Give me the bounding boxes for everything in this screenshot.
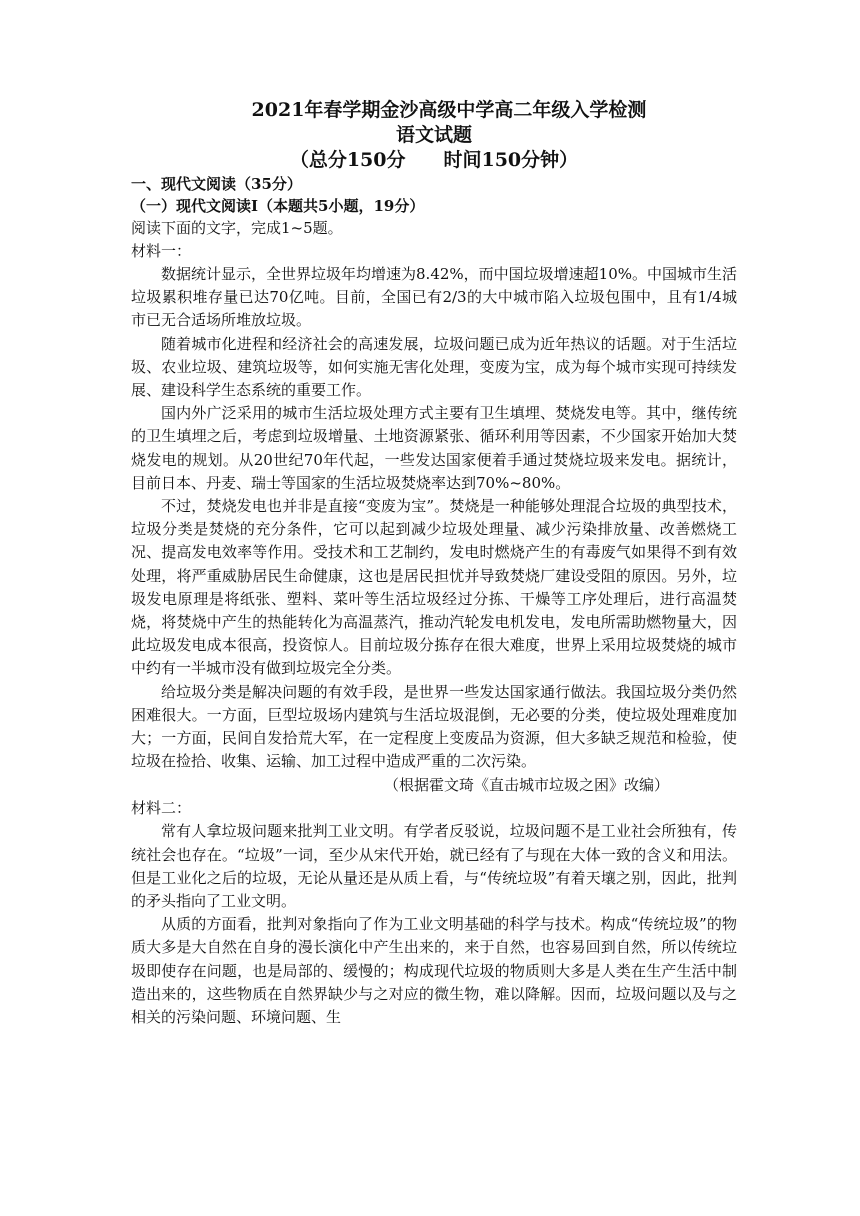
material1-paragraph: 给垃圾分类是解决问题的有效手段，是世界一些发达国家通行做法。我国垃圾分类仍然困难很大。一方面，巨型垃圾场内建筑与生活垃圾混倒，无必要的分类，使垃圾处理难度加大；一方面，民间自发拾荒大军，在一定程度上变废品为资源，但大多缺乏规范和检验，使垃圾在捡拾、收集、运输、加工过程中造成严重的二次污染。 <box>131 682 737 771</box>
subsection-heading: （一）现代文阅读Ⅰ（本题共5小题，19分） <box>131 197 425 215</box>
material1-source: （根据霍文琦《直击城市垃圾之困》改编） <box>383 776 669 795</box>
section-heading: 一、现代文阅读（35分） <box>131 175 302 193</box>
material1-paragraph: 国内外广泛采用的城市生活垃圾处理方式主要有卫生填埋、焚烧发电等。其中，继传统的卫生填埋之后，考虑到垃圾增量、土地资源紧张、循环利用等因素，不少国家开始加大焚烧发电的规划。从20世纪70年代起，一些发达国家便着手通过焚烧垃圾来发电。据统计，目前日本、丹麦、瑞士等国家的生活垃圾焚烧率达到70%~80%。 <box>131 404 737 492</box>
exam-title: 2021年春学期金沙高级中学高二年级入学检测 <box>251 99 647 121</box>
material2-paragraph: 从质的方面看，批判对象指向了作为工业文明基础的科学与技术。构成“传统垃圾”的物质大多是大自然在自身的漫长演化中产生出来的，来于自然，也容易回到自然，所以传统垃圾即使存在问题，也是局部的、缓慢的；构成现代垃圾的物质则大多是人类在生产生活中制造出来的，这些物质在自然界缺少与之对应的微生物，难以降解。因而，垃圾问题以及与之相关的污染问题、环境问题、生 <box>131 915 737 1027</box>
material2-label: 材料二： <box>131 799 192 818</box>
material1-label: 材料一： <box>131 242 192 260</box>
exam-score-time: （总分150分 时间150分钟） <box>289 149 579 171</box>
instruction-text: 阅读下面的文字，完成1~5题。 <box>131 219 343 237</box>
material1-paragraph: 数据统计显示，全世界垃圾年均增速为8.42%，而中国垃圾增速超10%。中国城市生活垃圾累积堆存量已达70亿吨。目前，全国已有2/3的大中城市陷入垃圾包围中，且有1/4城市已无合适场所堆放垃圾。 <box>131 265 737 330</box>
material1-paragraph: 随着城市化进程和经济社会的高速发展，垃圾问题已成为近年热议的话题。对于生活垃圾、农业垃圾、建筑垃圾等，如何实施无害化处理，变废为宝，成为每个城市实现可持续发展、建设科学生态系统的重要工作。 <box>131 334 737 400</box>
material1-paragraph: 不过，焚烧发电也并非是直接“变废为宝”。焚烧是一种能够处理混合垃圾的典型技术，垃圾分类是焚烧的充分条件，它可以起到减少垃圾处理量、减少污染排放量、改善燃烧工况、提高发电效率等作用。受技术和工艺制约，发电时燃烧产生的有毒废气如果得不到有效处理，将严重威胁居民生命健康，这也是居民担忧并导致焚烧厂建设受阻的原因。另外，垃圾发电原理是将纸张、塑料、菜叶等生活垃圾经过分拣、干燥等工序处理后，进行高温焚烧，将焚烧中产生的热能转化为高温蒸汽，推动汽轮发电机发电，发电所需助燃物量大，因此垃圾发电成本很高，投资惊人。目前垃圾分拣存在很大难度，世界上采用垃圾焚烧的城市中约有一半城市没有做到垃圾完全分类。 <box>131 497 737 678</box>
exam-subject: 语文试题 <box>395 124 472 146</box>
document-page <box>131 98 737 1029</box>
material2-paragraph: 常有人拿垃圾问题来批判工业文明。有学者反驳说，垃圾问题不是工业社会所独有，传统社会也存在。“垃圾”一词，至少从宋代开始，就已经有了与现在大体一致的含义和用法。但是工业化之后的垃圾，无论从量还是从质上看，与“传统垃圾”有着天壤之别，因此，批判的矛头指向了工业文明。 <box>131 822 737 911</box>
